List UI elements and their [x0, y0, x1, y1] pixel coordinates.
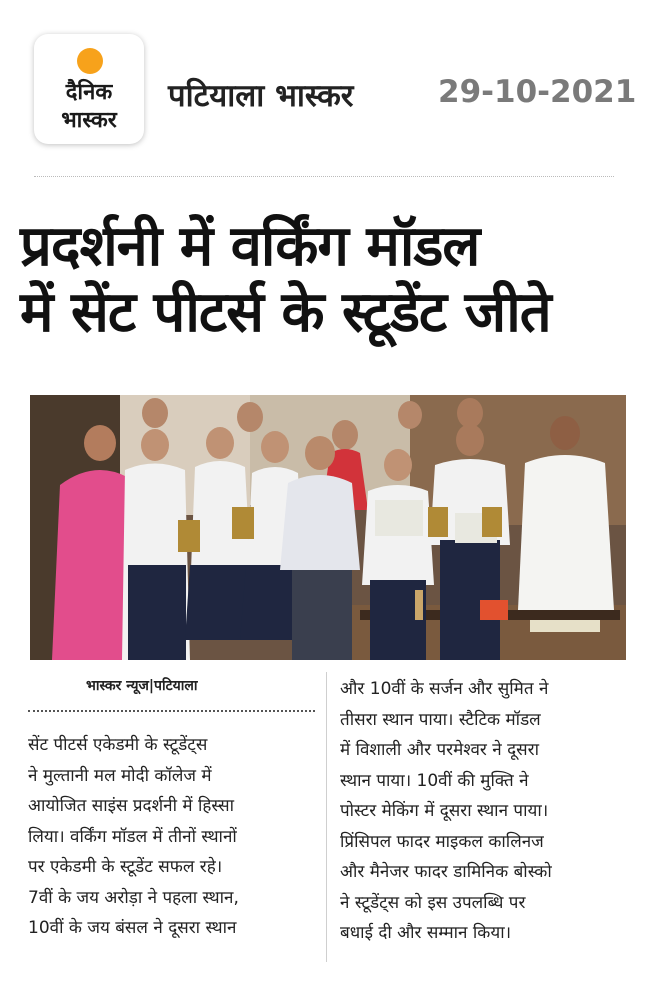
body-line: ने मुल्तानी मल मोदी कॉलेज में: [28, 765, 212, 786]
page-header: [0, 0, 650, 160]
sun-icon: [77, 48, 103, 74]
edition-title: पटियाला भास्कर: [168, 78, 354, 114]
body-line: स्थान पाया। 10वीं की मुक्ति ने: [340, 770, 529, 791]
article-column-left: [28, 730, 318, 944]
body-line: में विशाली और परमेश्वर ने दूसरा: [340, 740, 539, 760]
column-divider: [326, 672, 327, 962]
header-divider: [34, 176, 614, 177]
body-line: तीसरा स्थान पाया। स्टैटिक मॉडल: [340, 709, 541, 730]
byline-divider: [28, 710, 315, 712]
body-line: सेंट पीटर्स एकेडमी के स्टूडेंट्स: [28, 735, 208, 755]
group-photo-illustration: [30, 395, 626, 660]
body-line: बधाई दी और सम्मान किया।: [340, 923, 512, 943]
edition-date: 29-10-2021: [438, 74, 637, 110]
body-line: और 10वीं के सर्जन और सुमित ने: [340, 679, 549, 699]
body-line: पोस्टर मेकिंग में दूसरा स्थान पाया।: [340, 801, 549, 821]
article-column-right: [340, 674, 630, 949]
logo-line-1: दैनिक: [65, 80, 113, 105]
body-line: लिया। वर्किंग मॉडल में तीनों स्थानों: [28, 826, 237, 847]
logo-line-2: भास्कर: [61, 108, 117, 133]
body-line: आयोजित साइंस प्रदर्शनी में हिस्सा: [28, 796, 235, 816]
headline-line-1: प्रदर्शनी में वर्किंग मॉडल: [20, 214, 480, 279]
article-headline: [20, 214, 635, 346]
body-line: ने स्टूडेंट्स को इस उपलब्धि पर: [340, 892, 526, 913]
body-line: 10वीं के जय बंसल ने दूसरा स्थान: [28, 918, 237, 938]
byline: भास्कर न्यूज|पटियाला: [86, 678, 198, 694]
headline-line-2: में सेंट पीटर्स के स्टूडेंट जीते: [20, 280, 551, 345]
article-photo: [30, 395, 626, 660]
body-line: पर एकेडमी के स्टूडेंट सफल रहे।: [28, 857, 223, 877]
body-line: 7वीं के जय अरोड़ा ने पहला स्थान,: [28, 887, 239, 908]
body-line: प्रिंसिपल फादर माइकल कालिनज: [340, 831, 544, 852]
body-line: और मैनेजर फादर डामिनिक बोस्को: [340, 862, 552, 882]
dainik-bhaskar-logo: [34, 34, 144, 144]
